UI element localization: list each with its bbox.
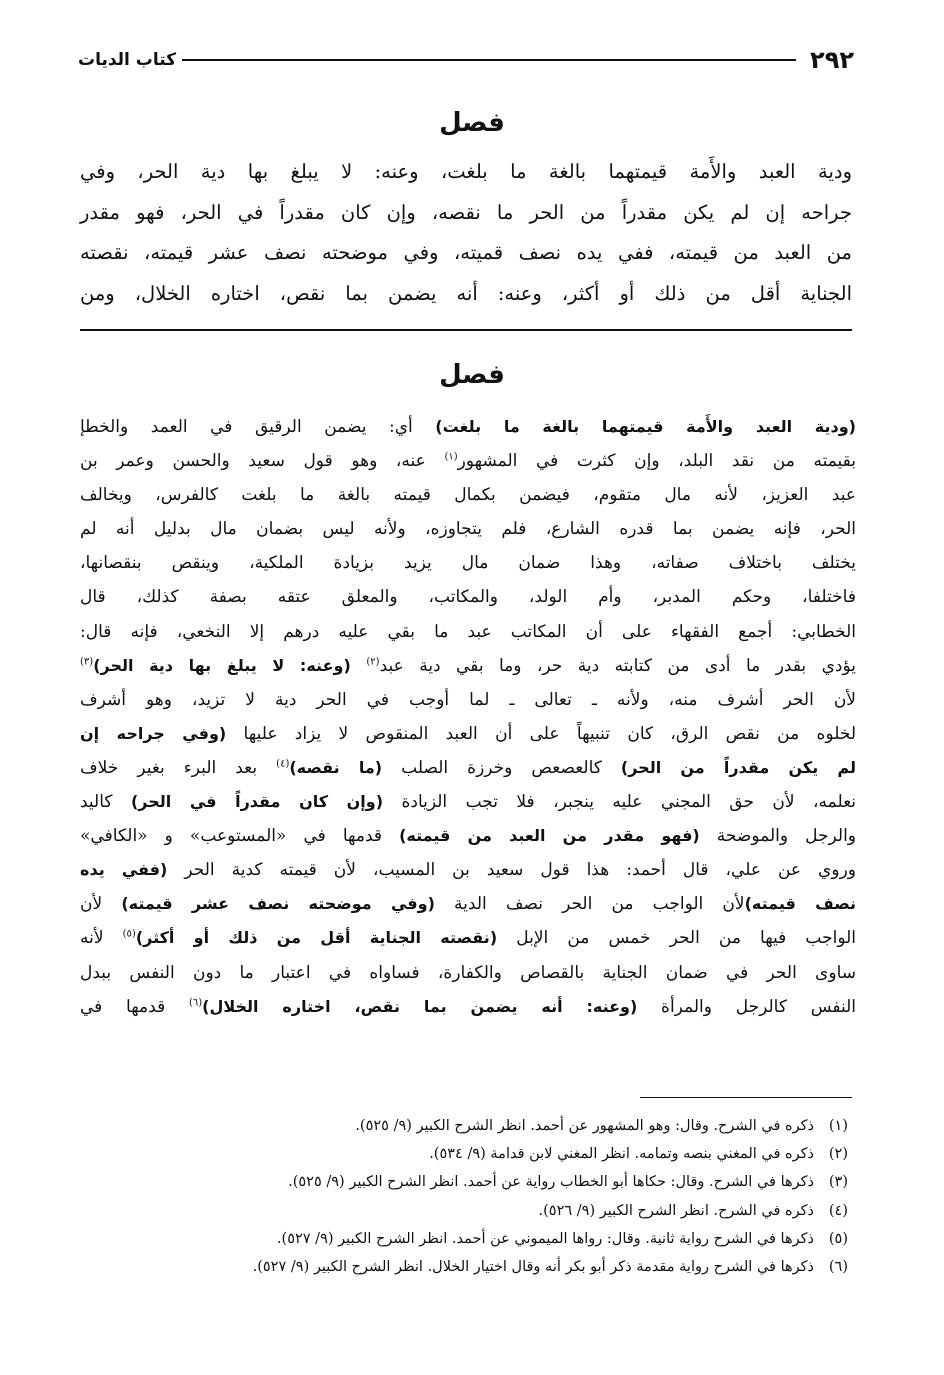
footnote-number: (٤)	[828, 1202, 848, 1219]
commentary-span: الواجب فيها من الحر خمس من الإبل	[497, 928, 857, 949]
quoted-matn: (وعنه: لا يبلغ بها دية الحر)	[93, 655, 367, 675]
quoted-matn: (وفي جراحه إن	[80, 723, 227, 743]
commentary-line: الحر، فإنه يضمن بما قدره الشارع، فلم يتجاوزه، ولأنه ليس بضمان مال بدليل أنه لم	[80, 519, 856, 540]
section-title-matn	[0, 108, 944, 138]
commentary-line: فاختلفا، وحكم المدبر، وأم الولد، والمكاتب، والمعلق عتقه بصفة كذلك، قال	[80, 587, 856, 608]
commentary-span: بعد البرء بغير خلاف	[80, 757, 277, 778]
footnote-ref[interactable]: (٣)	[80, 656, 94, 667]
page-header	[78, 40, 854, 80]
quoted-matn: (وعنه: أنه يضمن بما نقص، اختاره الخلال)	[202, 996, 638, 1016]
book-title: كتاب الديات	[78, 50, 177, 70]
commentary-span: وروي عن علي، قال أحمد: هذا قول سعيد بن المسيب، لأن قيمته كدية الحر	[167, 860, 856, 881]
footnote-text: ذكره في الشرح. انظر الشرح الكبير (٩/ ٥٢٦).	[538, 1202, 814, 1219]
commentary-line	[80, 649, 856, 683]
quoted-matn: نصف قيمته)	[744, 894, 856, 914]
commentary-line	[80, 887, 856, 921]
commentary-span: كالعصعص وخرزة الصلب	[382, 757, 621, 778]
quoted-matn: (نقصته الجناية أقل من ذلك أو أكثر)	[135, 928, 498, 948]
commentary-line: لأن الحر أشرف منه، ولأنه ـ تعالى ـ لما أوجب في الحر دية لا تزيد، وهو أشرف	[80, 689, 856, 710]
commentary-span: لأنه	[80, 928, 123, 949]
section-title-text: فصل	[439, 360, 505, 390]
commentary-span: بقيمته من نقد البلد، وإن كثرت في المشهور	[457, 451, 856, 472]
commentary-line	[80, 819, 856, 853]
footnote-ref[interactable]: (٥)	[122, 928, 136, 940]
matn-text	[80, 152, 852, 314]
commentary-line: الخطابي: أجمع الفقهاء على أن المكاتب عبد ما بقي عليه درهم إلا النخعي، فإنه قال:	[80, 621, 856, 642]
commentary-span: كاليد	[80, 792, 131, 813]
footnote-number: (٢)	[828, 1146, 848, 1163]
matn-line: الجناية أقل من ذلك أو أكثر، وعنه: أنه يضمن بما نقص، اختاره الخلال، ومن	[80, 281, 852, 305]
commentary-line: يختلف باختلاف صفاته، وهذا ضمان مال يزيد بزيادة الملكية، وينقص بنقصانها،	[80, 553, 856, 574]
footnote-divider	[640, 1097, 852, 1098]
quoted-matn: (وفي موضحته نصف عشر قيمته)	[121, 894, 435, 914]
quoted-matn: (ودية العبد والأَمة قيمتهما بالغة ما بلغت)	[435, 417, 856, 436]
commentary-span: عنه، وهو قول سعيد والحسن وعمر بن	[80, 451, 445, 472]
commentary-span: لأن الواجب من الحر نصف الدية	[434, 894, 745, 915]
commentary-span: النفس كالرجل والمرأة	[637, 996, 857, 1017]
footnote-text: ذكرها في الشرح رواية مقدمة ذكر أبو بكر أنه وقال اختيار الخلال. انظر الشرح الكبير (٩/ ٥٢٧).	[252, 1259, 814, 1276]
matn-line: من العبد من قيمته، ففي يده نصف قميته، وفي موضحته نصف عشر قيمته، نقصته	[80, 241, 852, 264]
commentary-line	[80, 990, 856, 1024]
commentary-text	[80, 410, 856, 1024]
quoted-matn: (وإن كان مقدراً في الحر)	[130, 792, 384, 812]
quoted-matn: (ففي يده	[80, 860, 168, 880]
footnote-ref[interactable]: (٤)	[276, 758, 290, 770]
section-title-sharh	[0, 360, 944, 390]
matn-line: ودية العبد والأَمة قيمتهما بالغة ما بلغت، وعنه: لا يبلغ بها دية الحر، وفي	[80, 160, 852, 183]
quoted-matn: (فهو مقدر من العبد من قيمته)	[399, 826, 700, 846]
footnote-text: ذكره في الشرح. وقال: وهو المشهور عن أحمد. انظر الشرح الكبير (٩/ ٥٢٥).	[355, 1118, 814, 1134]
footnote-ref[interactable]: (٦)	[188, 996, 203, 1008]
footnote-text: ذكرها في الشرح. وقال: حكاها أبو الخطاب رواية عن أحمد. انظر الشرح الكبير (٩/ ٥٢٥).	[288, 1174, 814, 1191]
commentary-line	[80, 410, 856, 444]
footnote-ref[interactable]: (٢)	[366, 656, 380, 667]
commentary-span: أي: يضمن الرقيق في العمد والخطإ	[80, 417, 436, 437]
quoted-matn: (ما نقصه)	[289, 757, 383, 777]
commentary-span: قدمها في	[80, 996, 189, 1017]
quoted-matn: لم يكن مقدراً من الحر)	[620, 757, 856, 777]
footnote-number: (٣)	[828, 1174, 848, 1191]
section-title-text: فصل	[439, 108, 505, 138]
commentary-line	[80, 785, 856, 819]
footnotes	[80, 1112, 848, 1281]
commentary-line	[80, 751, 856, 785]
header-rule	[182, 59, 796, 61]
footnote-text: ذكرها في الشرح رواية ثانية. وقال: رواها الميموني عن أحمد. انظر الشرح الكبير (٩/ ٥٢٧).	[276, 1230, 814, 1247]
footnote	[80, 1225, 848, 1253]
footnote	[80, 1197, 848, 1225]
footnote	[80, 1168, 848, 1196]
commentary-line: عبد العزيز، لأنه مال متقوم، فيضمن بكمال قيمته بالغة ما بلغت كالفرس، ويخالف	[80, 485, 856, 506]
footnote	[80, 1112, 848, 1140]
page-number: ٢٩٢	[810, 46, 854, 74]
footnote-number: (١)	[828, 1118, 848, 1134]
commentary-span: نعلمه، لأن حق المجني عليه ينجبر، فلا تجب الزيادة	[383, 792, 856, 813]
commentary-span: قدمها في «المستوعب» و «الكافي»	[80, 826, 400, 847]
footnote-text: ذكره في المغني بنصه وتمامه. انظر المغني لابن قدامة (٩/ ٥٣٤).	[429, 1146, 814, 1163]
footnote	[80, 1253, 848, 1281]
commentary-line	[80, 717, 856, 751]
commentary-line	[80, 853, 856, 887]
commentary-line	[80, 444, 856, 478]
footnote-ref[interactable]: (١)	[444, 451, 458, 463]
matn-line: جراحه إن لم يكن مقدراً من الحر ما نقصه، وإن كان مقدراً في الحر، فهو مقدر	[80, 200, 852, 224]
commentary-span: يؤدي بقدر ما أدى من كتابته دية حر، وما بقي دية عبد	[379, 655, 856, 676]
commentary-span: والرجل والموضحة	[699, 826, 857, 847]
footnote-number: (٥)	[828, 1230, 848, 1247]
section-divider	[80, 329, 852, 331]
commentary-line	[80, 921, 856, 955]
commentary-line: ساوى الحر في ضمان الجناية بالقصاص والكفارة، فساواه في اعتبار ما دون النفس ببدل	[80, 962, 856, 983]
footnote	[80, 1140, 848, 1168]
commentary-span: لأن	[80, 894, 122, 915]
commentary-span: لخلوه من نقص الرق، كان تنبيهاً على أن العبد المنقوص لا يزاد عليها	[226, 723, 856, 744]
footnote-number: (٦)	[828, 1259, 848, 1276]
